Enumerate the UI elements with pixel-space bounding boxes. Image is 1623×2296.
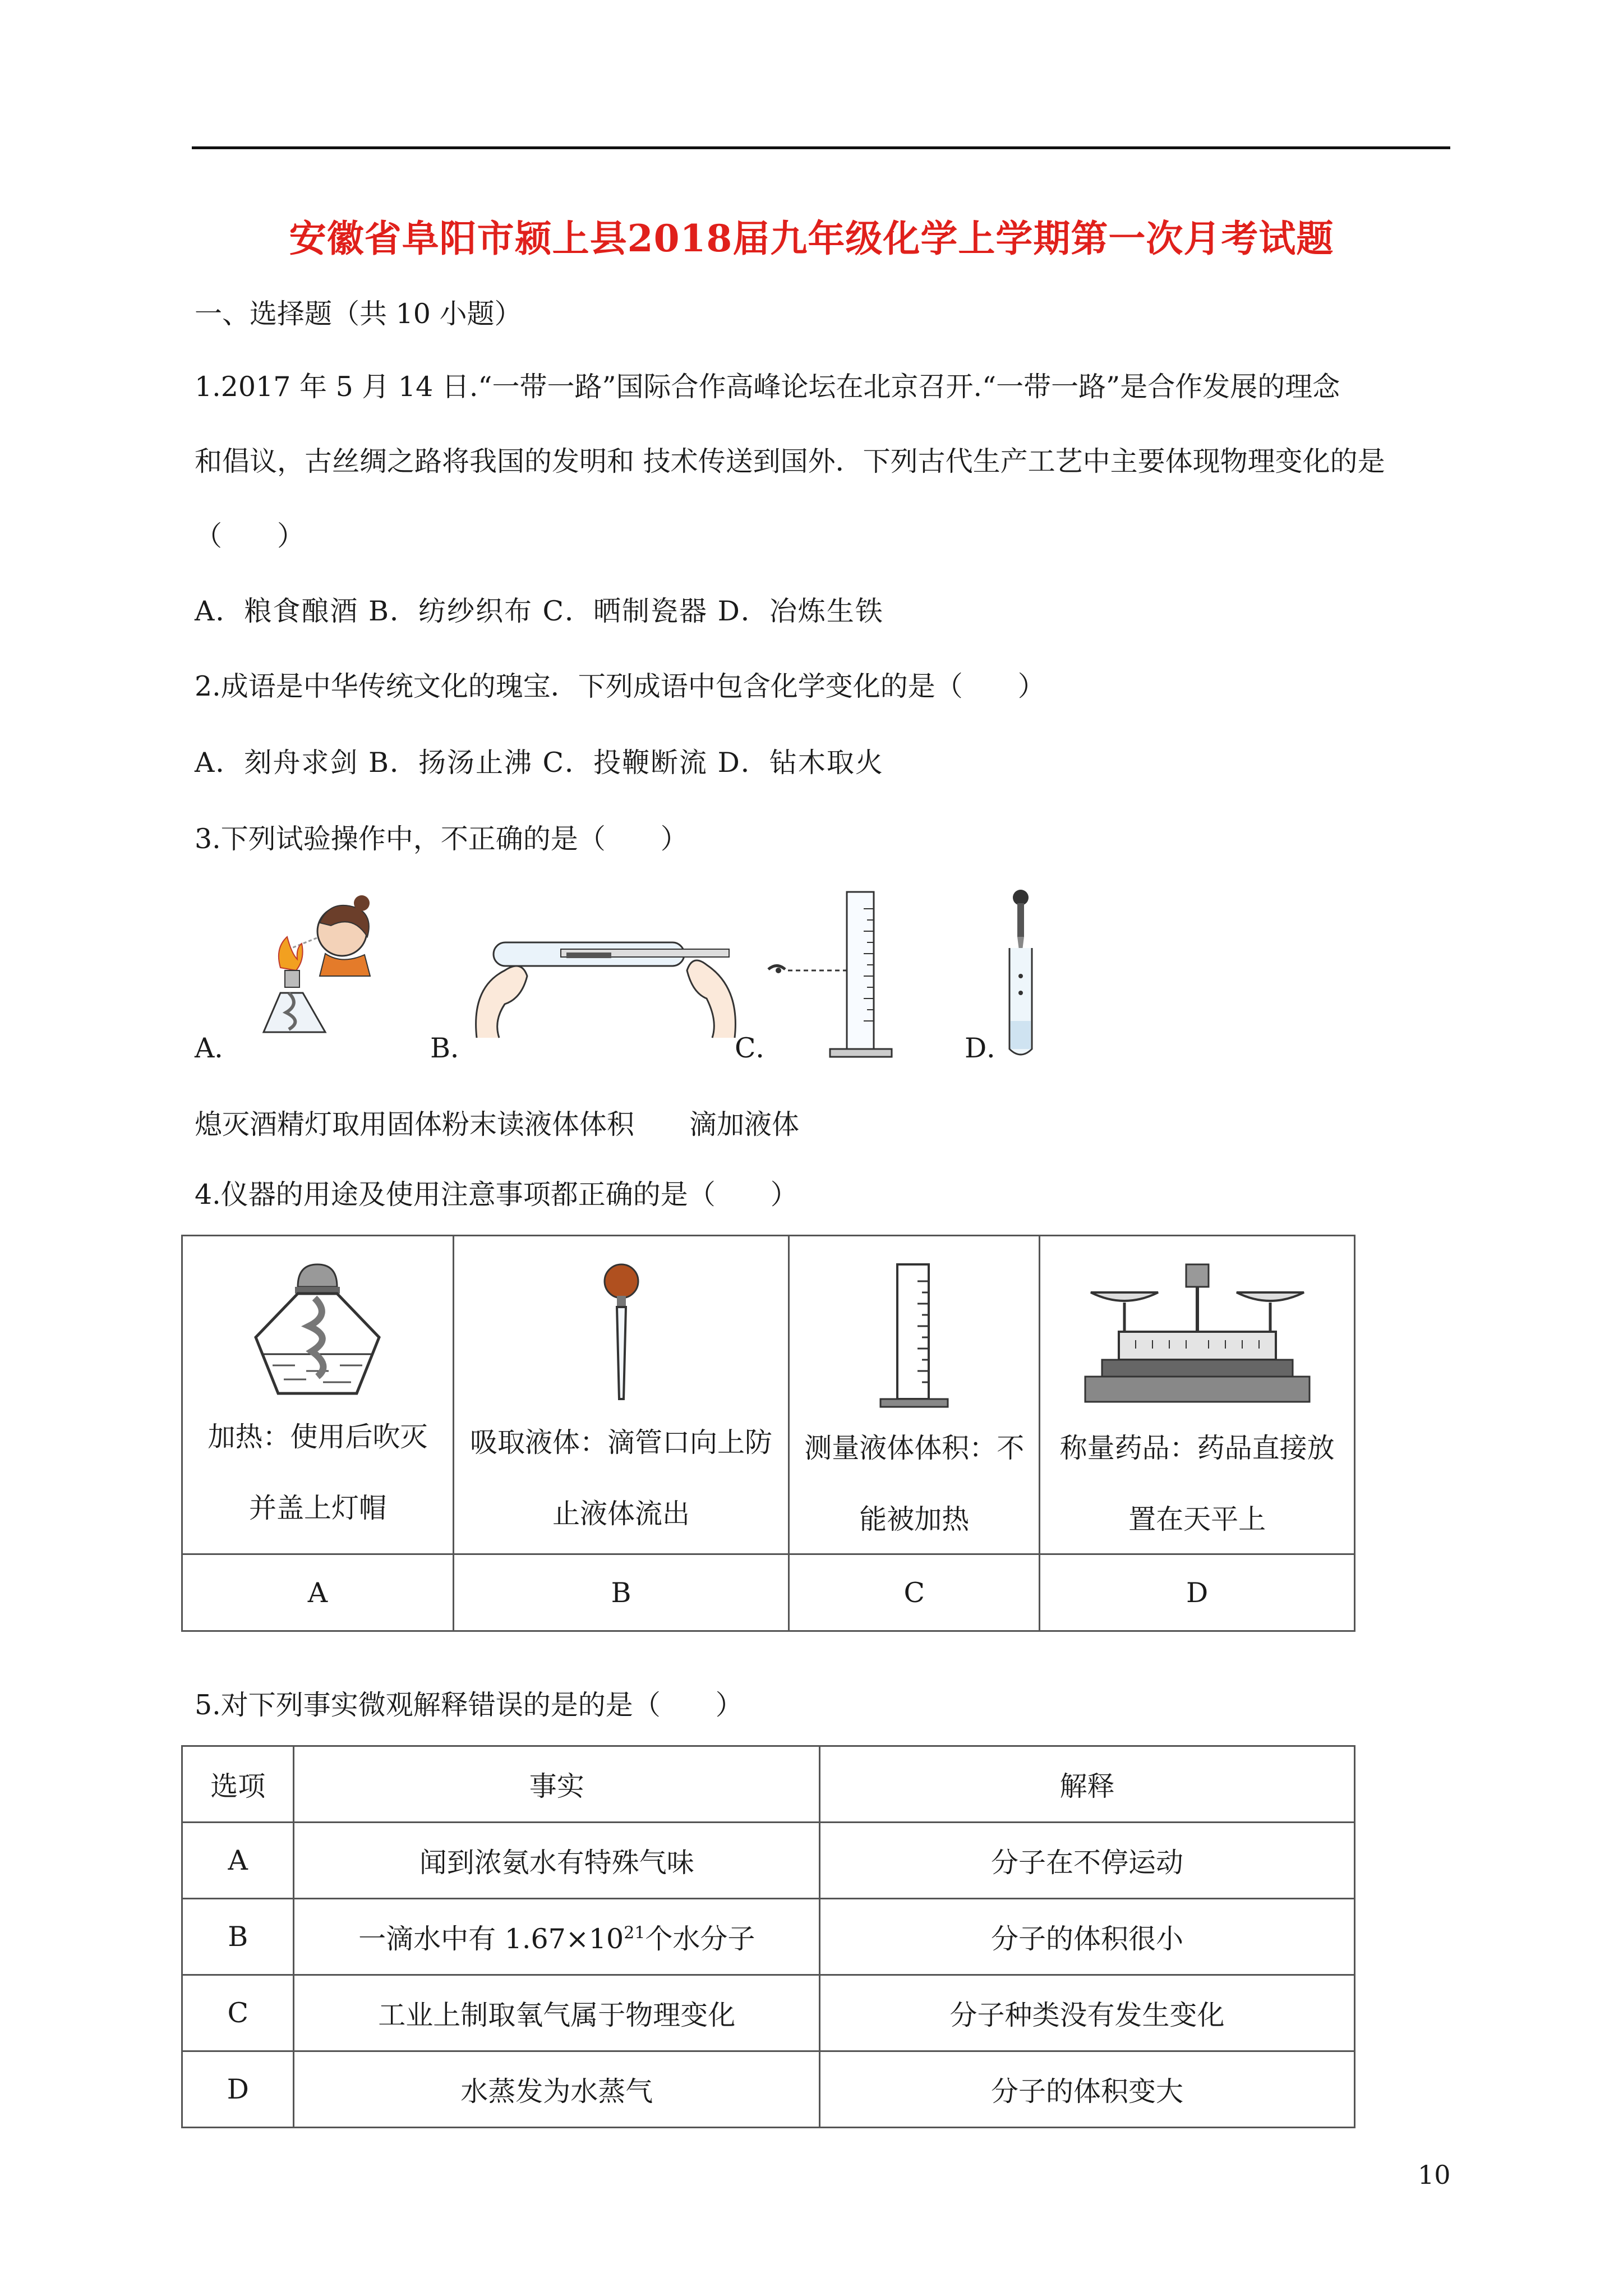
q3-captions: 熄灭酒精灯取用固体粉末读液体体积 滴加液体 (195, 1108, 800, 1140)
q4-cell-d-line2: 置在天平上 (1128, 1503, 1266, 1535)
q5-header-option: 选项 (182, 1746, 294, 1823)
q3-stem: 3.下列试验操作中，不正确的是（ ） (195, 823, 688, 855)
q4-cell-d (1040, 1236, 1355, 1554)
q5-row-c-option: C (182, 1975, 294, 2051)
q5-row-a-explain: 分子在不停运动 (820, 1823, 1355, 1899)
q5-row-b-fact (294, 1899, 820, 1975)
table-row (182, 1899, 1355, 1975)
q4-cell-a-line1: 加热：使用后吹灭 (208, 1421, 428, 1453)
graduated-cylinder-icon (875, 1259, 953, 1410)
q4-letter-b: B (453, 1554, 789, 1631)
table-row (182, 2051, 1355, 2128)
q4-cell-d-line1: 称量药品：药品直接放 (1059, 1432, 1335, 1464)
q5-row-d-explain: 分子的体积变大 (820, 2051, 1355, 2128)
alcohol-lamp-icon (245, 1259, 390, 1399)
balance-scale-icon (1080, 1259, 1315, 1410)
q4-table (181, 1235, 1355, 1632)
q4-cell-a-line2: 并盖上灯帽 (248, 1492, 386, 1524)
table-row (182, 1823, 1355, 1899)
q5-row-b-fact-sup: 21 (624, 1923, 645, 1943)
page-title: 安徽省阜阳市颍上县2018届九年级化学上学期第一次月考试题 (289, 217, 1334, 260)
q4-cell-c-line2: 能被加热 (859, 1503, 970, 1535)
q5-row-b-fact-pre: 一滴水中有 1.67×10 (358, 1922, 624, 1955)
q5-row-c-fact: 工业上制取氧气属于物理变化 (294, 1975, 820, 2051)
q3-figure-c-graduated-cylinder (763, 886, 931, 1066)
q4-cell-c (789, 1236, 1040, 1554)
q5-row-c-explain: 分子种类没有发生变化 (820, 1975, 1355, 2051)
q5-table (181, 1745, 1355, 2128)
q3-figure-b-powder-spoon (471, 920, 740, 1043)
q3-label-d: D． (965, 1032, 1015, 1064)
q5-stem: 5.对下列事实微观解释错误的是的是（ ） (195, 1689, 743, 1721)
q5-row-b-option: B (182, 1899, 294, 1975)
q3-label-b: B． (430, 1032, 478, 1064)
dropper-icon (593, 1259, 649, 1405)
q4-stem: 4.仪器的用途及使用注意事项都正确的是（ ） (195, 1179, 798, 1211)
q1-stem-line2: 和倡议，古丝绸之路将我国的发明和 技术传送到国外．下列古代生产工艺中主要体现物理变化的是 (195, 445, 1385, 477)
q1-stem-line3: （ ） (195, 520, 305, 552)
q3-figure-a-alcohol-lamp (247, 892, 404, 1060)
q5-row-b-explain: 分子的体积很小 (820, 1899, 1355, 1975)
q2-options: A．刻舟求剑 B．扬汤止沸 C．投鞭断流 D．钻木取火 (195, 747, 884, 779)
q4-letter-d: D (1040, 1554, 1355, 1631)
page-number: 10 (1418, 2160, 1451, 2190)
q4-cell-b-line2: 止液体流出 (552, 1498, 690, 1530)
q5-row-d-fact: 水蒸发为水蒸气 (294, 2051, 820, 2128)
q3-label-a: A． (195, 1032, 242, 1064)
q4-letter-a: A (182, 1554, 454, 1631)
q5-header-explain: 解释 (820, 1746, 1355, 1823)
section-heading: 一、选择题（共 10 小题） (195, 298, 522, 330)
q4-cell-b-line1: 吸取液体：滴管口向上防 (470, 1427, 773, 1458)
q1-stem-line1: 1.2017 年 5 月 14 日.“一带一路”国际合作高峰论坛在北京召开.“一带一路”是合作发展的理念 (195, 371, 1340, 403)
q5-header-fact: 事实 (294, 1746, 820, 1823)
q3-label-c: C． (735, 1032, 783, 1064)
table-row (182, 1975, 1355, 2051)
header-rule (192, 146, 1450, 149)
q4-cell-c-line1: 测量液体体积：不 (804, 1432, 1025, 1464)
q1-options: A．粮食酿酒 B．纺纱织布 C．晒制瓷器 D．冶炼生铁 (195, 595, 884, 627)
q4-cell-b (453, 1236, 789, 1554)
q2-stem: 2.成语是中华传统文化的瑰宝．下列成语中包含化学变化的是（ ） (195, 670, 1045, 702)
q4-cell-a (182, 1236, 454, 1554)
q5-row-a-fact: 闻到浓氨水有特殊气味 (294, 1823, 820, 1899)
q5-row-a-option: A (182, 1823, 294, 1899)
q5-row-b-fact-post: 个水分子 (645, 1922, 755, 1955)
q4-letter-c: C (789, 1554, 1040, 1631)
q5-row-d-option: D (182, 2051, 294, 2128)
